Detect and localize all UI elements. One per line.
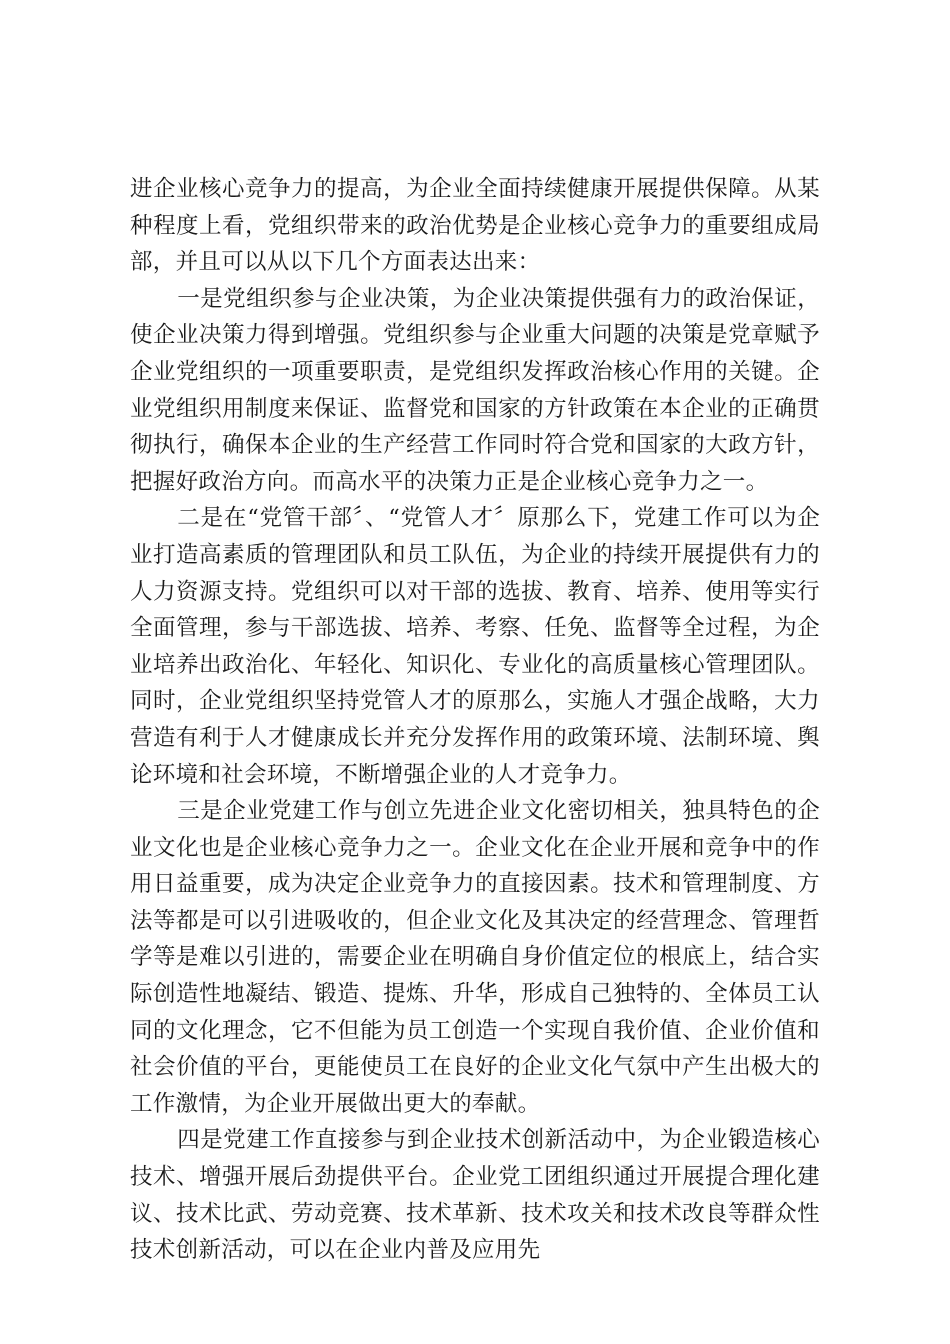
- body-text: [130, 171, 820, 1269]
- paragraph-point-two: 二是在“党管干部〞、“党管人才〞原那么下，党建工作可以为企业打造高素质的管理团队和员工队伍，为企业的持续开展提供有力的人力资源支持。党组织可以对干部的选拔、教育、培养、使用等实行全面管理，参与干部选拔、培养、考察、任免、监督等全过程，为企业培养出政治化、年轻化、知识化、专业化的高质量核心管理团队。同时，企业党组织坚持党管人才的原那么，实施人才强企战略，大力营造有利于人才健康成长并充分发挥作用的政策环境、法制环境、舆论环境和社会环境，不断增强企业的人才竞争力。: [130, 505, 820, 788]
- paragraph-point-three: 三是企业党建工作与创立先进企业文化密切相关，独具特色的企业文化也是企业核心竞争力之一。企业文化在企业开展和竞争中的作用日益重要，成为决定企业竞争力的直接因素。技术和管理制度、方法等都是可以引进吸收的，但企业文化及其决定的经营理念、管理哲学等是难以引进的，需要企业在明确自身价值定位的根底上，结合实际创造性地凝结、锻造、提炼、升华，形成自己独特的、全体员工认同的文化理念，它不但能为员工创造一个实现自我价值、企业价值和社会价值的平台，更能使员工在良好的企业文化气氛中产生出极大的工作激情，为企业开展做出更大的奉献。: [130, 798, 820, 1117]
- paragraph-continuation: 进企业核心竞争力的提高，为企业全面持续健康开展提供保障。从某种程度上看，党组织带来的政治优势是企业核心竞争力的重要组成局部，并且可以从以下几个方面表达出来：: [130, 176, 820, 276]
- paragraph-point-four: 四是党建工作直接参与到企业技术创新活动中，为企业锻造核心技术、增强开展后劲提供平台。企业党工团组织通过开展提合理化建议、技术比武、劳动竞赛、技术革新、技术攻关和技术改良等群众性技术创新活动，可以在企业内普及应用先: [130, 1127, 820, 1264]
- paragraph-point-one: 一是党组织参与企业决策，为企业决策提供强有力的政治保证，使企业决策力得到增强。党组织参与企业重大问题的决策是党章赋予企业党组织的一项重要职责，是党组织发挥政治核心作用的关键。企业党组织用制度来保证、监督党和国家的方针政策在本企业的正确贯彻执行，确保本企业的生产经营工作同时符合党和国家的大政方针，把握好政治方向。而高水平的决策力正是企业核心竞争力之一。: [130, 285, 820, 495]
